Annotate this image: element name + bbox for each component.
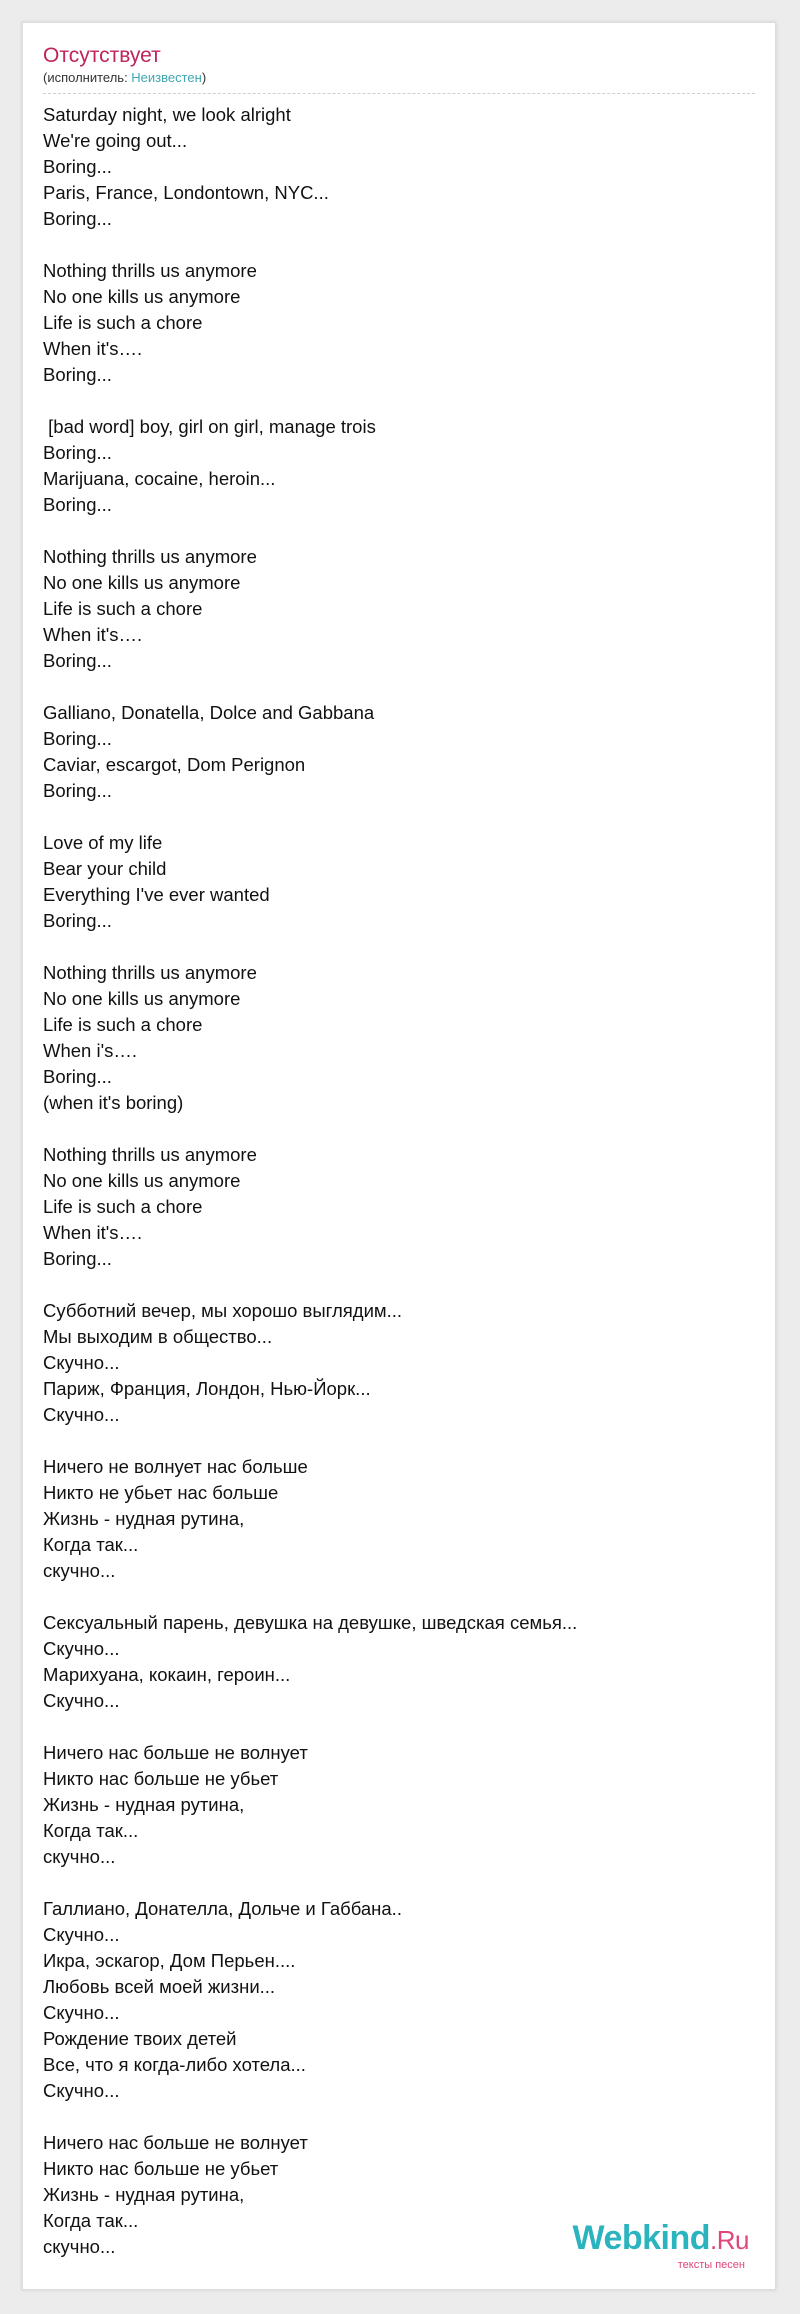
lyrics-line: Жизнь - нудная рутина, xyxy=(43,1794,245,1815)
lyrics-line: Life is such a chore xyxy=(43,312,203,333)
lyrics-line: When it's…. xyxy=(43,338,143,359)
lyrics-blank-line xyxy=(43,804,755,830)
lyrics-line: Никто нас больше не убьет xyxy=(43,1768,279,1789)
lyrics-line: Икра, эскагор, Дом Перьен.... xyxy=(43,1950,296,1971)
lyrics-line: [bad word] boy, girl on girl, manage trois xyxy=(43,416,376,437)
lyrics-line: Когда так... xyxy=(43,2210,139,2231)
artist-line xyxy=(43,69,755,87)
lyrics-line: Life is such a chore xyxy=(43,598,203,619)
lyrics-line: Boring... xyxy=(43,1066,112,1087)
lyrics-line: Boring... xyxy=(43,442,112,463)
lyrics-line: When it's…. xyxy=(43,1222,143,1243)
lyrics-line: скучно... xyxy=(43,1846,116,1867)
lyrics-line: Boring... xyxy=(43,728,112,749)
lyrics-card xyxy=(22,22,776,2290)
lyrics-line: Когда так... xyxy=(43,1534,139,1555)
lyrics-line: When it's…. xyxy=(43,624,143,645)
lyrics-line: Saturday night, we look alright xyxy=(43,104,291,125)
lyrics-blank-line xyxy=(43,518,755,544)
lyrics-line: Nothing thrills us anymore xyxy=(43,260,257,281)
lyrics-line: Марихуана, кокаин, героин... xyxy=(43,1664,291,1685)
lyrics-line: Жизнь - нудная рутина, xyxy=(43,1508,245,1529)
lyrics-blank-line xyxy=(43,1584,755,1610)
lyrics-line: Скучно... xyxy=(43,1690,120,1711)
lyrics-line: Мы выходим в общество... xyxy=(43,1326,273,1347)
lyrics-line: Nothing thrills us anymore xyxy=(43,962,257,983)
lyrics-line: Рождение твоих детей xyxy=(43,2028,237,2049)
lyrics-line: Любовь всей моей жизни... xyxy=(43,1976,276,1997)
lyrics-line: Субботний вечер, мы хорошо выглядим... xyxy=(43,1300,403,1321)
lyrics-line: Boring... xyxy=(43,910,112,931)
lyrics-blank-line xyxy=(43,232,755,258)
lyrics-line: We're going out... xyxy=(43,130,188,151)
lyrics-blank-line xyxy=(43,388,755,414)
lyrics-line: Boring... xyxy=(43,208,112,229)
lyrics-line: Сексуальный парень, девушка на девушке, шведская семья... xyxy=(43,1612,578,1633)
lyrics-line: Когда так... xyxy=(43,1820,139,1841)
lyrics-line: Жизнь - нудная рутина, xyxy=(43,2184,245,2205)
lyrics-line: Life is such a chore xyxy=(43,1196,203,1217)
lyrics-line: Boring... xyxy=(43,780,112,801)
lyrics-line: скучно... xyxy=(43,1560,116,1581)
lyrics-line: Скучно... xyxy=(43,1352,120,1373)
logo-tagline: тексты песен xyxy=(677,2259,745,2271)
lyrics-line: No one kills us anymore xyxy=(43,1170,241,1191)
lyrics-line: Boring... xyxy=(43,1248,112,1269)
lyrics-line: Boring... xyxy=(43,494,112,515)
logo-name: Webkind xyxy=(572,2219,711,2257)
lyrics-line: Все, что я когда-либо хотела... xyxy=(43,2054,306,2075)
lyrics-line: Caviar, escargot, Dom Perignon xyxy=(43,754,306,775)
lyrics-blank-line xyxy=(43,674,755,700)
logo-wordmark xyxy=(549,2219,749,2259)
artist-suffix: ) xyxy=(201,70,207,85)
lyrics-line: Ничего нас больше не волнует xyxy=(43,2132,308,2153)
lyrics-line: When i's…. xyxy=(43,1040,137,1061)
lyrics-line: Ничего не волнует нас больше xyxy=(43,1456,308,1477)
lyrics-line: Ничего нас больше не волнует xyxy=(43,1742,308,1763)
site-logo[interactable] xyxy=(549,2219,749,2271)
logo-tld: .Ru xyxy=(710,2225,749,2255)
lyrics-blank-line xyxy=(43,934,755,960)
song-header xyxy=(43,43,755,87)
lyrics-line: Bear your child xyxy=(43,858,167,879)
lyrics-line: Everything I've ever wanted xyxy=(43,884,270,905)
song-title: Отсутствует xyxy=(43,44,161,67)
lyrics-line: Париж, Франция, Лондон, Нью-Йорк... xyxy=(43,1378,371,1399)
header-divider xyxy=(43,93,755,94)
lyrics-line: No one kills us anymore xyxy=(43,572,241,593)
lyrics-blank-line xyxy=(43,1272,755,1298)
lyrics-line: Скучно... xyxy=(43,1924,120,1945)
lyrics-line: Скучно... xyxy=(43,2080,120,2101)
lyrics-line: скучно... xyxy=(43,2236,116,2257)
lyrics-blank-line xyxy=(43,1116,755,1142)
lyrics-blank-line xyxy=(43,1870,755,1896)
lyrics-line: Boring... xyxy=(43,650,112,671)
lyrics-line: No one kills us anymore xyxy=(43,988,241,1009)
lyrics-line: Галлиано, Донателла, Дольче и Габбана.. xyxy=(43,1898,402,1919)
lyrics-line: Никто не убьет нас больше xyxy=(43,1482,279,1503)
lyrics-text xyxy=(43,102,755,2260)
artist-prefix: (исполнитель: xyxy=(43,70,132,85)
lyrics-blank-line xyxy=(43,1428,755,1454)
lyrics-blank-line xyxy=(43,2104,755,2130)
lyrics-line: Nothing thrills us anymore xyxy=(43,1144,257,1165)
lyrics-line: Paris, France, Londontown, NYC... xyxy=(43,182,329,203)
lyrics-line: Boring... xyxy=(43,156,112,177)
lyrics-line: Boring... xyxy=(43,364,112,385)
lyrics-line: No one kills us anymore xyxy=(43,286,241,307)
lyrics-line: Скучно... xyxy=(43,2002,120,2023)
lyrics-line: Скучно... xyxy=(43,1404,120,1425)
lyrics-blank-line xyxy=(43,1714,755,1740)
lyrics-line: Скучно... xyxy=(43,1638,120,1659)
lyrics-line: (when it's boring) xyxy=(43,1092,184,1113)
lyrics-line: Life is such a chore xyxy=(43,1014,203,1035)
lyrics-line: Никто нас больше не убьет xyxy=(43,2158,279,2179)
lyrics-line: Nothing thrills us anymore xyxy=(43,546,257,567)
lyrics-line: Love of my life xyxy=(43,832,163,853)
lyrics-line: Galliano, Donatella, Dolce and Gabbana xyxy=(43,702,375,723)
lyrics-line: Marijuana, cocaine, heroin... xyxy=(43,468,276,489)
artist-link[interactable]: Неизвестен xyxy=(131,70,202,85)
